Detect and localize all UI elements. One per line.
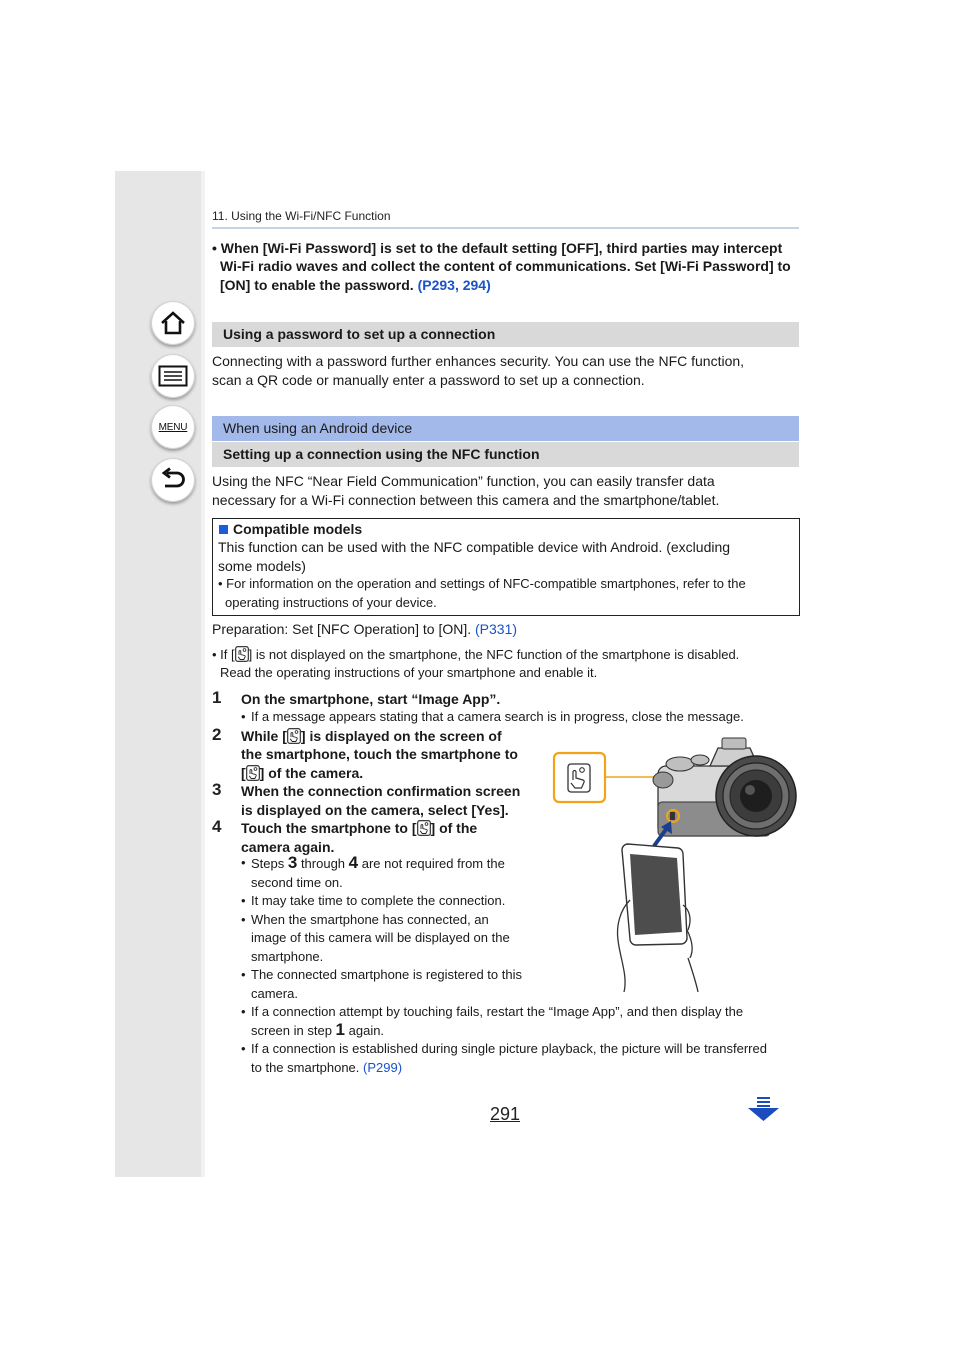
preparation-text: Preparation: Set [NFC Operation] to [ON].: [212, 621, 475, 637]
b3-line-2: image of this camera will be displayed on the: [251, 930, 510, 945]
note-text-post: ] is not displayed on the smartphone, the NFC function of the smartphone is disabled.: [248, 647, 740, 662]
b5-post: again.: [345, 1023, 385, 1038]
step-4-bullet-3-cont-1: [241, 929, 510, 948]
note-line-1: [212, 645, 739, 664]
step-3-line-1: When the connection confirmation screen: [241, 783, 521, 799]
compat-title: [219, 520, 362, 539]
home-button[interactable]: [151, 301, 195, 345]
header-divider: [212, 227, 799, 229]
section2-body-1: Using the NFC “Near Field Communication” function, you can easily transfer data: [212, 473, 715, 489]
nfc-icon: [246, 765, 260, 781]
b1-num-3: 3: [287, 853, 298, 872]
back-button[interactable]: [151, 458, 195, 502]
nfc-icon: [417, 820, 431, 836]
b5-line-1: If a connection attempt by touching fails, restart the “Image App”, and then display the: [251, 1004, 744, 1019]
link-p294[interactable]: 294): [462, 277, 491, 293]
smartphone-drawing: [622, 844, 687, 945]
step-4-bullet-4-cont: [241, 985, 298, 1004]
back-arrow-icon: [159, 467, 187, 493]
b3-line-1: When the smartphone has connected, an: [251, 912, 489, 927]
step-4-bullet-1: • Steps 3 through 4 are not required from the: [241, 853, 505, 872]
step-2-pre: While [: [241, 728, 287, 744]
b1-post: are not required from the: [358, 856, 505, 871]
b5-num-1: 1: [335, 1020, 346, 1039]
step-2-line-3: [241, 764, 363, 783]
step-number-3: 3: [212, 780, 222, 799]
compat-title-text: Compatible models: [233, 521, 363, 537]
step-1-bullet: • If a message appears stating that a camera search is in progress, close the message.: [241, 708, 744, 727]
sidebar-divider: [201, 171, 205, 1177]
step-2-l3-post: ] of the camera.: [259, 765, 364, 781]
section-heading-text: Using a password to set up a connection: [223, 326, 496, 342]
step-4-bullet-5-cont: [241, 1021, 384, 1041]
compat-line-1: This function can be used with the NFC compatible device with Android. (excluding: [218, 539, 731, 555]
nfc-icon: [235, 646, 249, 662]
warning-line-2: Wi-Fi radio waves and collect the content of communications. Set [Wi-Fi Password] to: [220, 258, 791, 274]
b6-line-1: If a connection is established during single picture playback, the picture will be transferred: [251, 1041, 767, 1056]
step-2-line-1: [241, 727, 502, 746]
b5-pre: screen in step: [251, 1023, 336, 1038]
b1-num-4: 4: [348, 853, 359, 872]
step-4-post: ] of the: [430, 820, 478, 836]
nfc-touch-illustration: [550, 730, 802, 998]
nfc-icon: [287, 728, 301, 744]
step-2-line-2: the smartphone, touch the smartphone to: [241, 746, 518, 762]
compat-line-3: • For information on the operation and settings of NFC-compatible smartphones, refer to the: [218, 576, 746, 591]
warning-line-1: • When [Wi-Fi Password] is set to the default setting [OFF], third parties may intercept: [212, 240, 783, 256]
b1-line-2: second time on.: [251, 875, 343, 890]
step-1-bullet-text: If a message appears stating that a camera search is in progress, close the message.: [251, 709, 744, 724]
page-number: 291: [490, 1104, 521, 1124]
list-icon: [158, 365, 188, 387]
b4-line-2: camera.: [251, 986, 298, 1001]
nfc-callout-icon: [554, 753, 605, 802]
step-number-2: 2: [212, 725, 222, 744]
step-3-line-2: is displayed on the camera, select [Yes].: [241, 802, 509, 818]
step-4-bullet-5: • If a connection attempt by touching fails, restart the “Image App”, and then display the: [241, 1003, 743, 1022]
note-text-pre: • If [: [212, 647, 235, 662]
section-heading: [212, 322, 799, 347]
note-line-2: Read the operating instructions of your smartphone and enable it.: [220, 665, 598, 680]
step-4-line-1: [241, 819, 477, 838]
step-number-1: 1: [212, 688, 222, 707]
step-1-text: On the smartphone, start “Image App”.: [241, 691, 501, 707]
warning-line-3: [220, 276, 491, 295]
step-4-bullet-3: • When the smartphone has connected, an: [241, 911, 489, 930]
compat-line-4: operating instructions of your device.: [225, 595, 437, 610]
link-separator: ,: [454, 277, 463, 293]
warning-text: [ON] to enable the password.: [220, 277, 418, 293]
step-4-bullet-1-cont: [241, 874, 343, 893]
step-number-4: 4: [212, 817, 222, 836]
menu-button[interactable]: [151, 405, 195, 449]
subsection-band: [212, 416, 799, 441]
step-4-line-2: camera again.: [241, 839, 335, 855]
section2-body-2: necessary for a Wi-Fi connection between this camera and the smartphone/tablet.: [212, 492, 720, 508]
link-p299[interactable]: (P299): [363, 1060, 403, 1075]
compatible-models-box: [212, 518, 800, 616]
step-4-bullet-2: • It may take time to complete the connection.: [241, 892, 505, 911]
step-4-bullet-4: • The connected smartphone is registered to this: [241, 966, 522, 985]
step-2-l3-pre: [: [241, 765, 246, 781]
contents-button[interactable]: [151, 354, 195, 398]
compat-line-2: some models): [218, 558, 306, 574]
b6-pre: to the smartphone.: [251, 1060, 364, 1075]
camera-drawing: [653, 738, 796, 836]
menu-label: MENU: [158, 421, 188, 433]
preparation: [212, 620, 517, 639]
subsection-heading: [212, 442, 799, 467]
step-4-bullet-6: • If a connection is established during single picture playback, the picture will be transferred: [241, 1040, 767, 1059]
square-bullet-icon: [219, 525, 228, 534]
step-4-bullet-3-cont-2: [241, 948, 323, 967]
next-page-arrow-icon[interactable]: [747, 1096, 780, 1122]
b1-mid: through: [297, 856, 349, 871]
step-2-post: ] is displayed on the screen of: [300, 728, 502, 744]
section1-body-2: scan a QR code or manually enter a password to set up a connection.: [212, 372, 645, 388]
link-p331[interactable]: (P331): [475, 621, 518, 637]
step-4-bullet-6-cont: [241, 1059, 402, 1078]
subsection-heading-text: Setting up a connection using the NFC function: [223, 446, 540, 462]
b4-line-1: The connected smartphone is registered to this: [251, 967, 522, 982]
home-icon: [159, 309, 187, 337]
b2-text: It may take time to complete the connection.: [251, 893, 506, 908]
step-4-pre: Touch the smartphone to [: [241, 820, 417, 836]
b3-line-3: smartphone.: [251, 949, 324, 964]
b1-pre: Steps: [251, 856, 288, 871]
subsection-band-text: When using an Android device: [223, 420, 413, 436]
section1-body-1: Connecting with a password further enhances security. You can use the NFC function,: [212, 353, 745, 369]
breadcrumb: 11. Using the Wi-Fi/NFC Function: [212, 209, 391, 223]
link-p293[interactable]: (P293: [417, 277, 455, 293]
